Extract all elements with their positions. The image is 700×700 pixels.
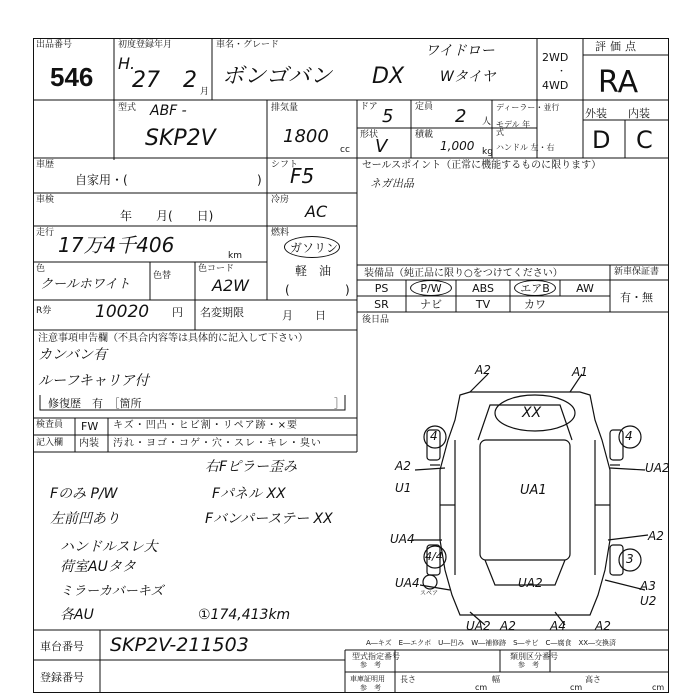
first-registration-year: 27 [132,68,160,93]
shape-value: V [375,136,388,157]
recycle-label: R券 [36,306,52,316]
inspector-fw-label: FW [81,420,99,433]
inspector-fw-items: キズ・凹凸・ヒビ割・リペア跡・×要 [113,420,298,431]
damage-mark-ua1-roof: UA1 [520,483,547,498]
notes-line-2: ルーフキャリア付 [38,373,149,389]
four-wd-label: 4WD [542,79,569,92]
fuel-diesel: 軽 油 [295,264,332,278]
damage-mark-a3-rear-right: A3 [640,579,656,593]
fuel-paren-open: ( [285,283,290,297]
equipment-label: 装備品（純正品に限り○をつけてください） [364,268,563,279]
model-year-label: モデル 年式 [496,120,531,137]
color-change-label: 色替 [153,271,172,281]
inspector-label-1: 検査員 [36,420,64,430]
shape-label: 形状 [360,130,379,140]
equip-aw: AW [576,282,594,295]
first-registration-label: 初度登録年月 [118,40,173,50]
car-history-close: ) [257,173,262,187]
doors-value: 5 [382,106,394,127]
displacement-value: 1800 [283,126,329,147]
selling-point-label: セールスポイント（正常に機能するものに限ります） [362,160,602,171]
name-change-value: 月 日 [282,309,326,322]
fuel-label: 燃料 [271,228,290,238]
chassis-number-label: 車台番号 [40,640,84,653]
equip-tv: TV [475,298,491,311]
damage-mark-a2-right-rear: A2 [648,529,664,543]
fuel-paren-close: ) [345,283,350,297]
handle-side-label: ハンドル 左・右 [496,143,555,152]
mileage-value: 17万4千406 [58,233,175,257]
aircon-value: AC [305,202,328,221]
car-history-label: 車歴 [36,160,55,170]
new-car-warranty-value: 有・無 [620,291,653,304]
model-prefix: ABF - [150,103,187,119]
remark-right-0: 右Fピラー歪み [205,459,298,475]
wd-dot: ・ [557,67,567,77]
registration-number-label: 登録番号 [40,671,84,684]
damage-legend: A―キズ E―エクボ U―凹み W―補修跡 S―サビ C―腐食 XX―交換済 [366,639,617,647]
damage-mark-xx-bonnet: XX [522,405,542,421]
load-label: 積載 [415,130,434,140]
length-label: 長さ [400,675,416,684]
remark-right-2: Fバンパーステー XX [205,511,333,527]
lot-number: 546 [50,62,94,92]
exterior-grade: D [592,126,611,154]
equip-pw: P/W [420,282,442,295]
rating-label: 評価点 [595,40,640,53]
remark-left-5: ミラーカバーキズ [60,584,164,599]
shift-value: F5 [290,164,315,188]
form-designation-ref: 参 考 [360,661,381,669]
two-wd-label: 2WD [542,51,569,64]
dealer-import-label: ディーラー・並行 [496,103,560,112]
color-code-label: 色コード [198,264,235,274]
form-designation-label: 型式指定番号 [352,652,400,661]
car-name-label: 車名・グレード [216,40,280,50]
inspector-interior-label: 内装 [79,438,99,449]
model-code: SKP2V [145,126,216,151]
selling-point-value: ネガ出品 [370,177,414,190]
remark-left-3: ハンドルスレ大 [60,539,158,555]
grade-note-wide-low: ワイドロー [425,43,495,59]
notes-label: 注意事項申告欄（不具合内容等は具体的に記入して下さい） [38,333,308,344]
damage-mark-a1-front-right: A1 [572,365,588,379]
class-number-label: 類別区分番号 [510,652,558,661]
aircon-label: 冷房 [271,195,290,205]
first-registration-era: H. [118,54,136,73]
shift-label: シフト [271,160,299,170]
inspection-date: 年 月( 日) [120,209,214,223]
car-history-value: 自家用・( [75,173,128,187]
damage-mark-a2-left-door: A2 [395,459,411,473]
notes-line-1: カンバン有 [38,347,108,363]
height-label: 高さ [585,675,601,684]
remark-right-3: ①174,413km [198,607,291,623]
equip-sr: SR [374,298,389,311]
kg-unit: kg [482,147,493,157]
name-change-label: 名変期限 [200,306,244,319]
damage-mark-3-right-rear: 3 [626,552,634,566]
color-code-value: A2W [212,276,249,295]
damage-mark-u2-rear-right: U2 [640,594,657,608]
width-cm: cm [570,683,583,692]
model-label: 型式 [118,103,137,113]
capacity-label: 定員 [415,102,434,112]
width-label: 幅 [492,675,500,684]
damage-mark-4-left: 4 [430,429,438,443]
inspector-interior-items: 汚れ・ヨゴ・コゲ・穴・スレ・キレ・臭い [113,438,322,449]
damage-mark-a2-front-left: A2 [475,363,491,377]
car-grade: DX [372,64,405,89]
load-value: 1,000 [440,139,475,153]
remark-right-1: Fパネル XX [212,486,286,502]
garage-cert-ref: 参 考 [360,684,381,692]
fuel-gasoline: ガソリン [290,241,339,255]
damage-mark-a2-rear-bumper: A2 [500,619,516,633]
interior-label: 内装 [628,107,650,120]
damage-mark-ua2-back-door: UA2 [518,576,543,590]
repair-history-label: 修復歴 有 ［箇所 [48,397,142,410]
remark-left-6: 各AU [60,607,94,623]
interior-grade: C [636,126,653,154]
remark-left-1: Fのみ P/W [50,486,118,502]
grade-note-w-tire: Wタイヤ [440,69,496,85]
color-value: クールホワイト [40,277,131,292]
remark-left-2: 左前凹あり [50,511,120,527]
equip-abs: ABS [472,282,494,295]
lot-number-label: 出品番号 [36,40,73,50]
person-unit: 人 [482,117,492,127]
damage-mark-a2-rear-corner: A2 [595,619,611,633]
displacement-label: 排気量 [271,103,299,113]
damage-mark-ua2-rear-bumper: UA2 [466,619,491,633]
inspector-label-2: 記入欄 [36,438,64,448]
garage-cert-label: 車庫証明用 [350,675,385,683]
month-unit: 月 [200,87,210,97]
height-cm: cm [652,683,665,692]
equip-navi: ナビ [420,298,442,311]
remark-left-4: 荷室AUタタ [60,559,136,575]
new-car-warranty-label: 新車保証書 [614,267,660,277]
exterior-label: 外装 [585,107,607,120]
damage-mark-4-right: 4 [625,429,633,443]
inspection-label: 車検 [36,195,55,205]
damage-mark-ua4-rear-left: UA4 [395,576,420,590]
first-registration-month: 2 [183,68,197,93]
damage-mark-a4-rear-bumper: A4 [550,619,566,633]
class-number-ref: 参 考 [518,661,539,669]
spare-tire-label: スペア [420,590,439,597]
damage-mark-ua4-left-rear: UA4 [390,532,415,546]
capacity-value: 2 [455,106,467,127]
chassis-number-value: SKP2V-211503 [110,634,249,656]
color-label: 色 [36,264,46,274]
equip-leather: カワ [524,298,546,311]
later-items-label: 後日品 [362,315,390,325]
yen-unit: 円 [172,306,183,319]
length-cm: cm [475,683,488,692]
cc-unit: cc [340,145,350,155]
doors-label: ドア [360,102,378,112]
repair-history-close: ］ [334,397,345,410]
damage-mark-4-4-left-rear: 4/4 [425,550,443,563]
equip-airbag: エアB [520,282,550,295]
km-unit: km [228,251,242,261]
recycle-value: 10020 [95,302,150,322]
equip-ps: PS [374,282,389,295]
mileage-label: 走行 [36,228,55,238]
car-name: ボンゴバン [222,64,333,89]
rating-score: RA [598,65,639,100]
damage-mark-ua2-right-door: UA2 [645,461,670,475]
damage-mark-u1-left-door: U1 [395,481,412,495]
